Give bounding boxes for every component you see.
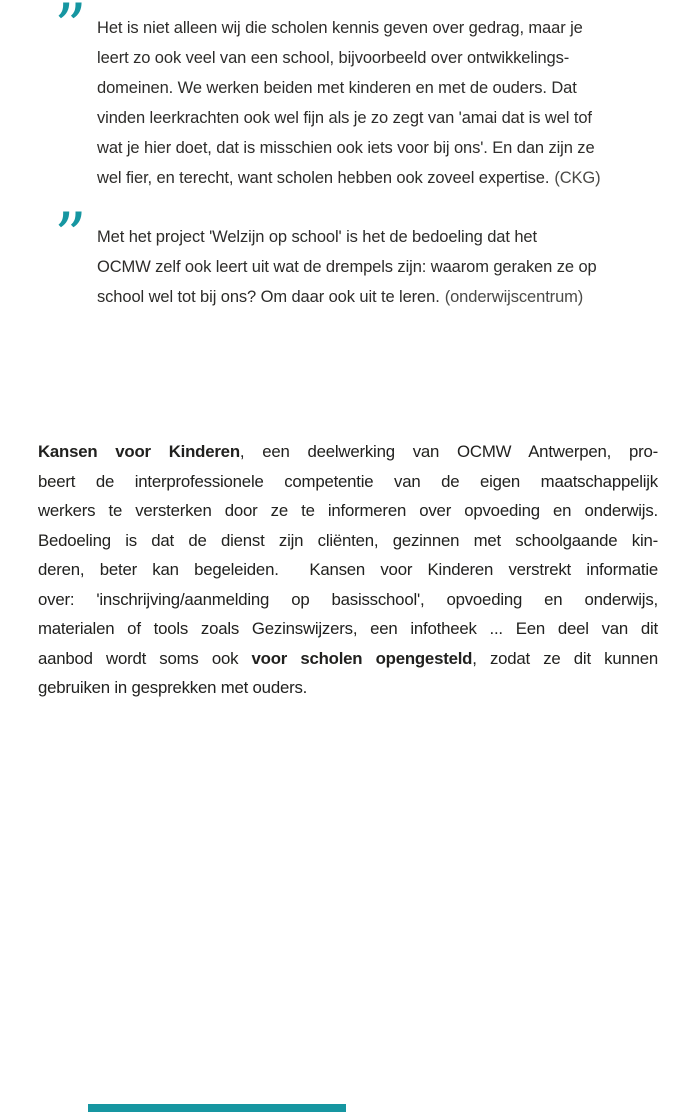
paragraph-line xyxy=(38,496,658,526)
quote-attribution: (onderwijscentrum) xyxy=(444,288,584,306)
paragraph-line xyxy=(38,555,658,585)
quote-line: leert zo ook veel van een school, bijvoorbeeld over ontwikkelings- xyxy=(97,49,570,67)
quotation-marks-icon: ” xyxy=(54,0,87,65)
quotation-marks-icon: ” xyxy=(54,200,87,274)
paragraph-line xyxy=(38,526,658,556)
regular-text: gebruiken in gesprekken met ouders. xyxy=(38,678,308,697)
quote-block-2 xyxy=(54,200,694,312)
quote-line: vinden leerkrachten ook wel fijn als je zo zegt van 'amai dat is wel tof xyxy=(97,109,592,127)
bold-text: voor scholen opengesteld xyxy=(251,648,473,668)
quote-attribution: (CKG) xyxy=(554,169,601,187)
paragraph-line xyxy=(38,467,658,497)
quote-line: wat je hier doet, dat is misschien ook iets voor bij ons'. En dan zijn ze xyxy=(97,139,595,157)
bold-text: Kansen voor Kinderen xyxy=(38,442,240,461)
paragraph-line xyxy=(38,437,658,467)
regular-text: beert de interprofessionele competentie van de eigen maatschappelijk xyxy=(38,471,658,491)
paragraph-line xyxy=(38,585,658,615)
paragraph-line xyxy=(38,614,658,644)
regular-text: materialen of tools zoals Gezinswijzers, een infotheek ... Een deel van dit xyxy=(38,619,658,638)
regular-text: werkers te versterken door ze te informeren over opvoeding en onderwijs. xyxy=(38,501,658,520)
regular-text: , een deelwerking van OCMW Antwerpen, pro- xyxy=(239,442,658,461)
quote-line: Het is niet alleen wij die scholen kennis geven over gedrag, maar je xyxy=(97,19,583,37)
quote-line: domeinen. We werken beiden met kinderen en met de ouders. Dat xyxy=(97,79,577,97)
quote-text-1 xyxy=(97,13,694,193)
quote-block-1 xyxy=(54,0,694,193)
regular-text: deren, beter kan begeleiden. Kansen voor Kinderen verstrekt informatie xyxy=(38,560,658,579)
regular-text: over: 'inschrijving/aanmelding op basisschool', opvoeding en onderwijs, xyxy=(38,589,658,609)
quote-line: school wel tot bij ons? Om daar ook uit te leren. (onderwijscentrum) xyxy=(97,288,584,306)
regular-text: Bedoeling is dat de dienst zijn cliënten, gezinnen met schoolgaande kin- xyxy=(38,530,658,550)
paragraph-line xyxy=(38,644,658,674)
footer-accent-bar xyxy=(88,1104,346,1112)
body-paragraph xyxy=(38,437,658,703)
regular-text: aanbod wordt soms ook xyxy=(38,648,252,668)
quote-text-2 xyxy=(97,222,694,312)
quote-line: Met het project 'Welzijn op school' is het de bedoeling dat het xyxy=(97,228,537,246)
paragraph-line xyxy=(38,673,658,703)
quote-line: OCMW zelf ook leert uit wat de drempels zijn: waarom geraken ze op xyxy=(97,258,597,276)
regular-text: , zodat ze dit kunnen xyxy=(472,648,659,668)
quote-line: wel fier, en terecht, want scholen hebben ook zoveel expertise. (CKG) xyxy=(97,169,601,187)
